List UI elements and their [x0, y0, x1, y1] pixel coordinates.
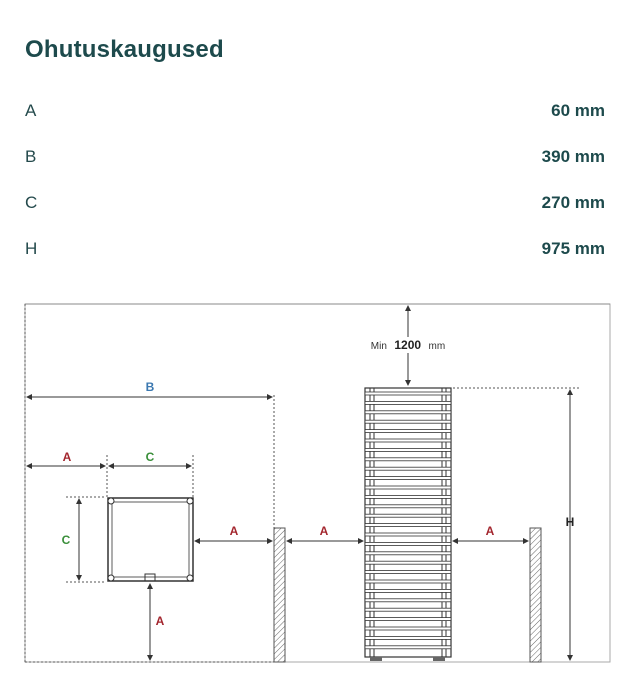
heater-bar — [365, 420, 451, 423]
spec-value: 390 mm — [541, 147, 605, 166]
min-value: 1200 — [394, 338, 422, 352]
heater-bar — [365, 580, 451, 583]
heater-front-view — [365, 388, 451, 661]
heater-top-view — [108, 498, 193, 581]
spec-value: 270 mm — [541, 193, 605, 212]
spec-value: 975 mm — [541, 239, 605, 258]
heater-bar — [365, 571, 451, 574]
spec-label: H — [25, 239, 38, 258]
heater-bar — [365, 636, 451, 639]
heater-bar — [365, 495, 451, 498]
spec-label: B — [25, 147, 37, 166]
heater-bar — [365, 477, 451, 480]
label-b: B — [145, 380, 155, 394]
heater-bar — [365, 646, 451, 649]
page-title: Ohutuskaugused — [25, 36, 224, 63]
heater-foot — [370, 657, 382, 661]
label-c-top: C — [145, 450, 155, 464]
label-a-bottom: A — [155, 614, 165, 628]
label-a-front-right: A — [485, 524, 495, 538]
right-wall — [530, 528, 541, 662]
heater-bar — [365, 589, 451, 592]
heater-bar — [365, 505, 451, 508]
heater-frame — [365, 388, 451, 657]
heater-bar — [365, 552, 451, 555]
heater-bar — [365, 448, 451, 451]
heater-bar — [365, 411, 451, 414]
heater-leg-icon — [108, 498, 114, 504]
heater-bar — [365, 533, 451, 536]
min-prefix: Min — [370, 341, 387, 352]
heater-leg-icon — [108, 575, 114, 581]
heater-bar — [365, 430, 451, 433]
heater-bar — [365, 627, 451, 630]
heater-bar — [365, 439, 451, 442]
spec-value: 60 mm — [551, 101, 605, 120]
heater-bar — [365, 514, 451, 517]
heater-bar — [365, 618, 451, 621]
heater-foot — [433, 657, 445, 661]
heater-bar — [365, 524, 451, 527]
heater-bar — [365, 542, 451, 545]
label-a-front-left: A — [319, 524, 329, 538]
heater-leg-icon — [187, 498, 193, 504]
heater-bar — [365, 458, 451, 461]
spec-label: A — [25, 101, 37, 120]
heater-bar — [365, 486, 451, 489]
heater-bar — [365, 561, 451, 564]
min-unit: mm — [428, 341, 446, 352]
left-wall — [274, 528, 285, 662]
heater-bar — [365, 392, 451, 395]
spec-label: C — [25, 193, 38, 212]
space-frame — [25, 304, 610, 662]
heater-bar — [365, 401, 451, 404]
heater-leg-icon — [187, 575, 193, 581]
heater-bar — [365, 608, 451, 611]
label-c-left: C — [61, 533, 71, 547]
heater-bar — [365, 467, 451, 470]
heater-bar — [365, 599, 451, 602]
label-a-right: A — [229, 524, 239, 538]
label-a-top: A — [62, 450, 72, 464]
label-h: H — [565, 515, 575, 529]
